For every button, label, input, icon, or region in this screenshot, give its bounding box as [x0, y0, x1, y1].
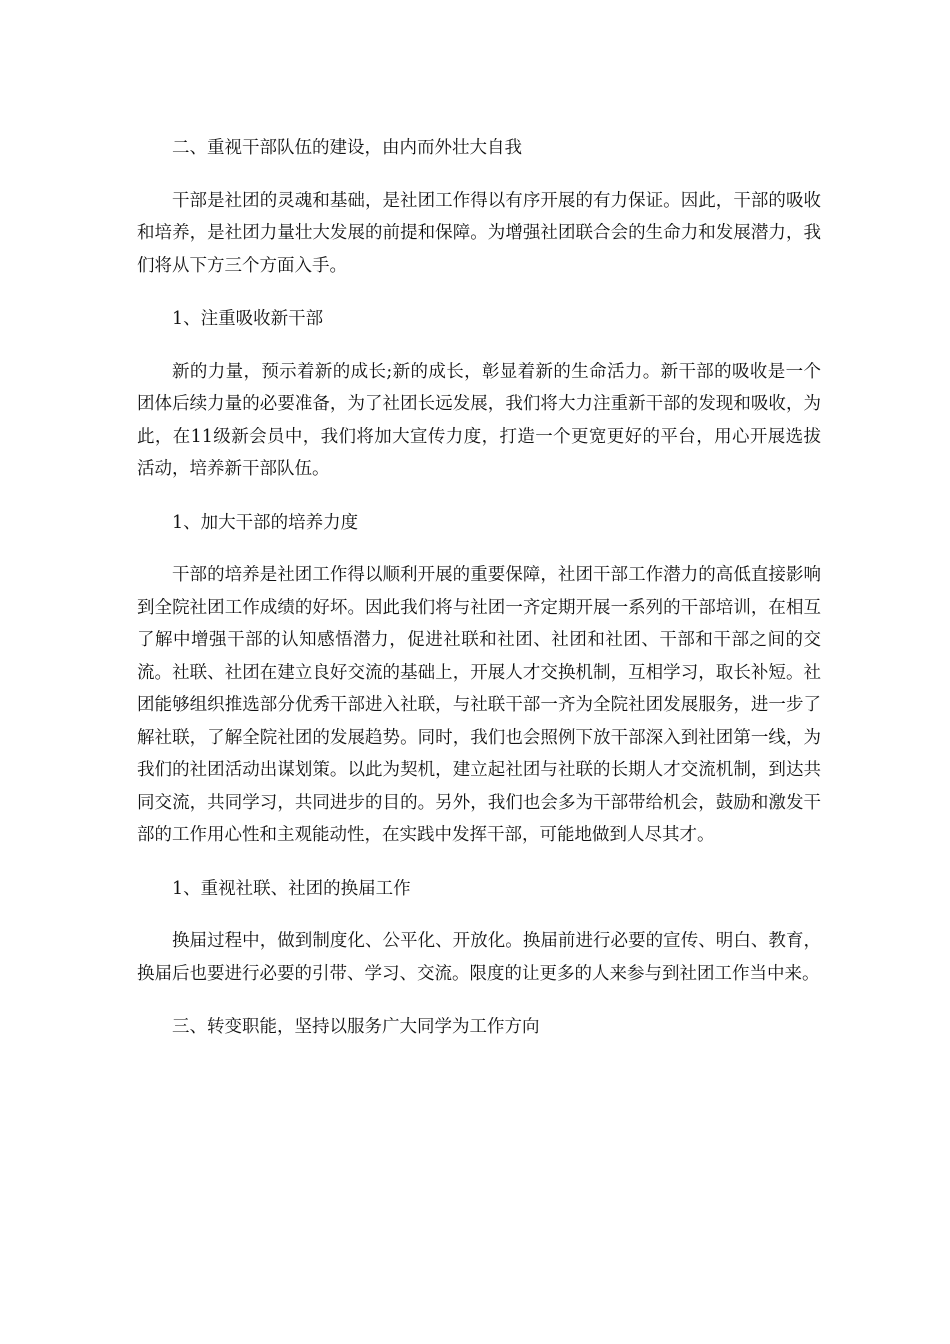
section-2-heading: 二、重视干部队伍的建设，由内而外壮大自我	[172, 138, 522, 158]
subsection-term-change-heading: 1、重视社联、社团的换届工作	[172, 878, 411, 899]
subsection-new-cadres-heading: 1、注重吸收新干部	[172, 309, 324, 329]
new-cadres-paragraph: 新的力量，预示着新的成长;新的成长，彰显着新的生命活力。新干部的吸收是一个团体后续力量的必要准备，为了社团长远发展，我们将大力注重新干部的发现和吸收，为此，在11级新会员中，我们将加大宣传力度，打造一个更宽更好的平台，用心开展选拔活动，培养新干部队伍。	[137, 361, 821, 479]
term-change-paragraph: 换届过程中，做到制度化、公平化、开放化。换届前进行必要的宣传、明白、教育，换届后也要进行必要的引带、学习、交流。限度的让更多的人来参与到社团工作当中来。	[137, 931, 821, 984]
cadre-training-paragraph: 干部的培养是社团工作得以顺利开展的重要保障，社团干部工作潜力的高低直接影响到全院社团工作成绩的好坏。因此我们将与社团一齐定期开展一系列的干部培训，在相互了解中增强干部的认知感悟潜力，促进社联和社团、社团和社团、干部和干部之间的交流。社联、社团在建立良好交流的基础上，开展人才交换机制，互相学习，取长补短。社团能够组织推选部分优秀干部进入社联，与社联干部一齐为全院社团发展服务，进一步了解社联，了解全院社团的发展趋势。同时，我们也会照例下放干部深入到社团第一线，为我们的社团活动出谋划策。以此为契机，建立起社团与社联的长期人才交流机制，到达共同交流，共同学习，共同进步的目的。另外，我们也会多为干部带给机会，鼓励和激发干部的工作用心性和主观能动性，在实践中发挥干部，可能地做到人尽其才。	[137, 565, 821, 845]
intro-paragraph: 干部是社团的灵魂和基础，是社团工作得以有序开展的有力保证。因此，干部的吸收和培养，是社团力量壮大发展的前提和保障。为增强社团联合会的生命力和发展潜力，我们将从下方三个方面入手。	[137, 190, 821, 276]
section-3-heading: 三、转变职能，坚持以服务广大同学为工作方向	[172, 1017, 540, 1037]
subsection-cadre-training-heading: 1、加大干部的培养力度	[172, 512, 359, 533]
document-page	[137, 132, 821, 1044]
